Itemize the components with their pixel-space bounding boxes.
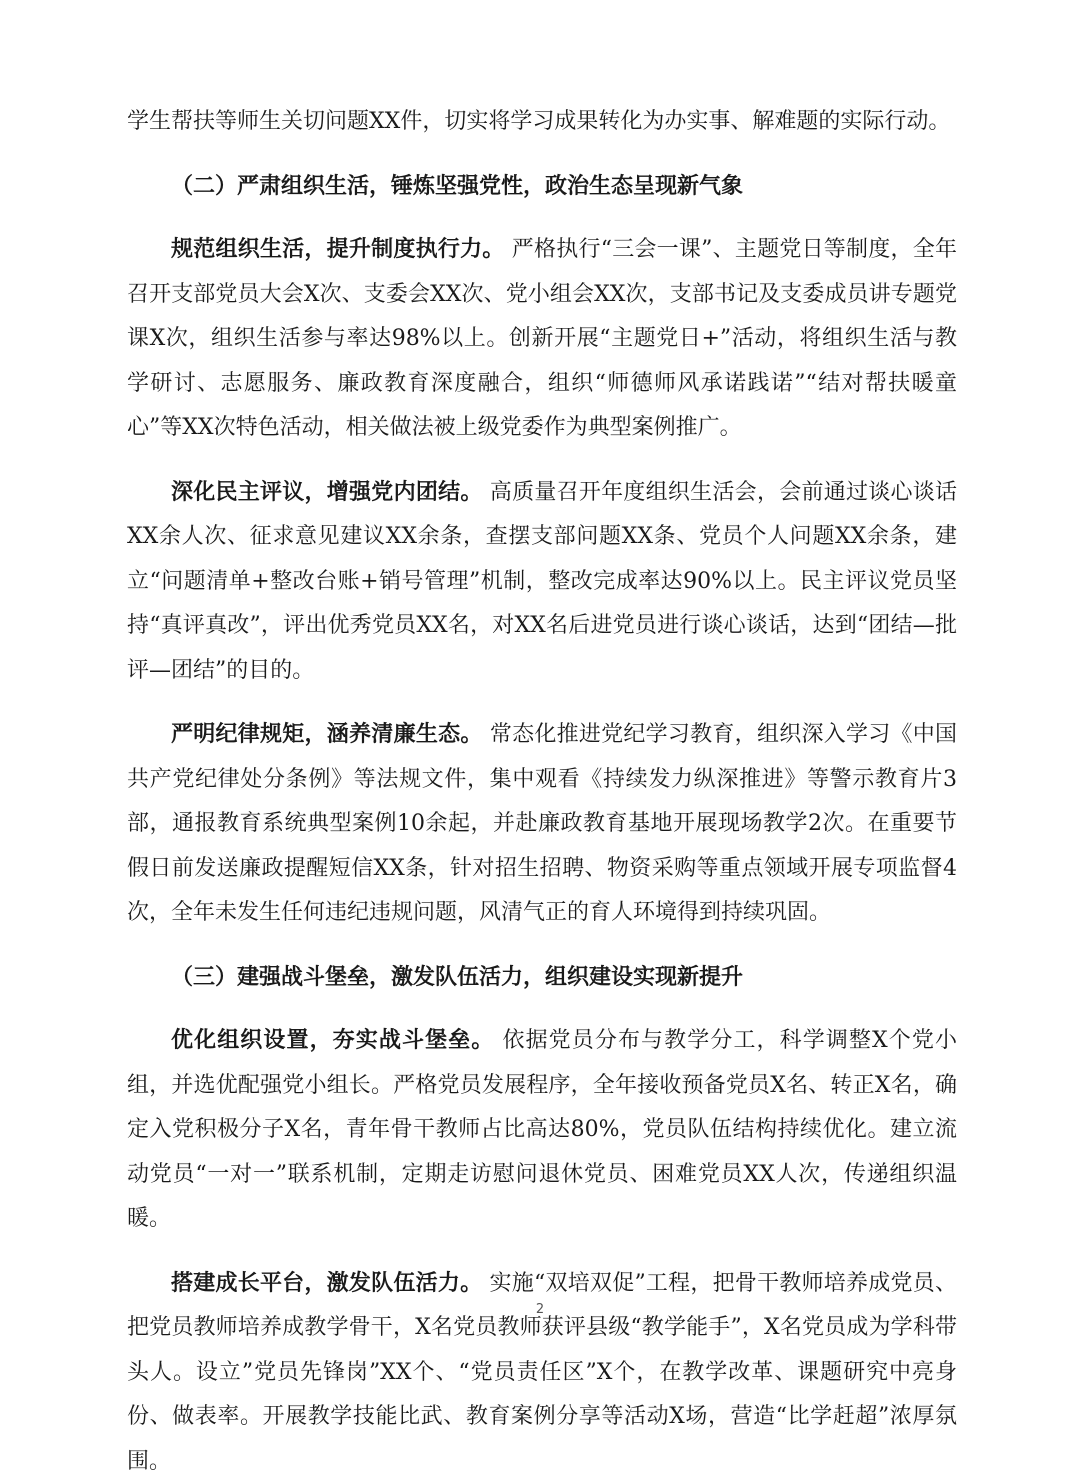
paragraph-text: 实施“双培双促”工程，把骨干教师培养成党员、把党员教师培养成教学骨干，X名党员教师获评县级“教学能手”，X名党员成为学科带头人。设立”党员先锋岗”XX个、“党员责任区”X个，在教学改革、课题研究中亮身份、做表率。开展教学技能比武、教育案例分享等活动X场，营造“比学赶超”浓厚氛围。 — [127, 1271, 957, 1474]
paragraph-text: 常态化推进党纪学习教育，组织深入学习《中国共产党纪律处分条例》等法规文件，集中观看《持续发力纵深推进》等警示教育片3部，通报教育系统典型案例10余起，并赴廉政教育基地开展现场教学2次。在重要节假日前发送廉政提醒短信XX条，针对招生招聘、物资采购等重点领域开展专项监督4次，全年未发生任何违纪违规问题，风清气正的育人环境得到持续巩固。 — [127, 722, 957, 925]
paragraph-body — [127, 470, 957, 694]
section-heading-3: （三）建强战斗堡垒，激发队伍活力，组织建设实现新提升 — [127, 955, 957, 1000]
paragraph-body — [127, 712, 957, 936]
paragraph-body — [127, 227, 957, 451]
paragraph-text: 高质量召开年度组织生活会，会前通过谈心谈话XX余人次、征求意见建议XX余条，查摆支部问题XX条、党员个人问题XX余条，建立“问题清单+整改台账+销号管理”机制，整改完成率达90%以上。民主评议党员坚持“真评真改”，评出优秀党员XX名，对XX名后进党员进行谈心谈话，达到“团结—批评—团结”的目的。 — [127, 480, 957, 683]
paragraph-continuation — [127, 100, 957, 145]
paragraph-body — [127, 1018, 957, 1242]
paragraph-lead: 规范组织生活，提升制度执行力。 — [171, 236, 505, 262]
paragraph-text: 依据党员分布与教学分工，科学调整X个党小组，并选优配强党小组长。严格党员发展程序，全年接收预备党员X名、转正X名，确定入党积极分子X名，青年骨干教师占比高达80%，党员队伍结构持续优化。建立流动党员“一对一”联系机制，定期走访慰问退休党员、困难党员XX人次，传递组织温暖。 — [127, 1028, 957, 1231]
paragraph-lead: 严明纪律规矩，涵养清廉生态。 — [171, 721, 483, 747]
paragraph-lead: 优化组织设置，夯实战斗堡垒。 — [171, 1027, 494, 1053]
document-body — [127, 100, 957, 1484]
paragraph-text: 学生帮扶等师生关切问题XX件，切实将学习成果转化为办实事、解难题的实际行动。 — [127, 109, 950, 134]
page-number: 2 — [0, 1302, 1080, 1317]
paragraph-lead: 深化民主评议，增强党内团结。 — [171, 479, 483, 505]
paragraph-text: 严格执行“三会一课”、主题党日等制度，全年召开支部党员大会X次、支委会XX次、党小组会XX次，支部书记及支委成员讲专题党课X次，组织生活参与率达98%以上。创新开展“主题党日+”活动，将组织生活与教学研讨、志愿服务、廉政教育深度融合，组织“师德师风承诺践诺”“结对帮扶暖童心”等XX次特色活动，相关做法被上级党委作为典型案例推广。 — [127, 237, 957, 440]
paragraph-body — [127, 1261, 957, 1484]
paragraph-lead: 搭建成长平台，激发队伍活力。 — [171, 1270, 482, 1296]
section-heading-2: （二）严肃组织生活，锤炼坚强党性，政治生态呈现新气象 — [127, 164, 957, 209]
